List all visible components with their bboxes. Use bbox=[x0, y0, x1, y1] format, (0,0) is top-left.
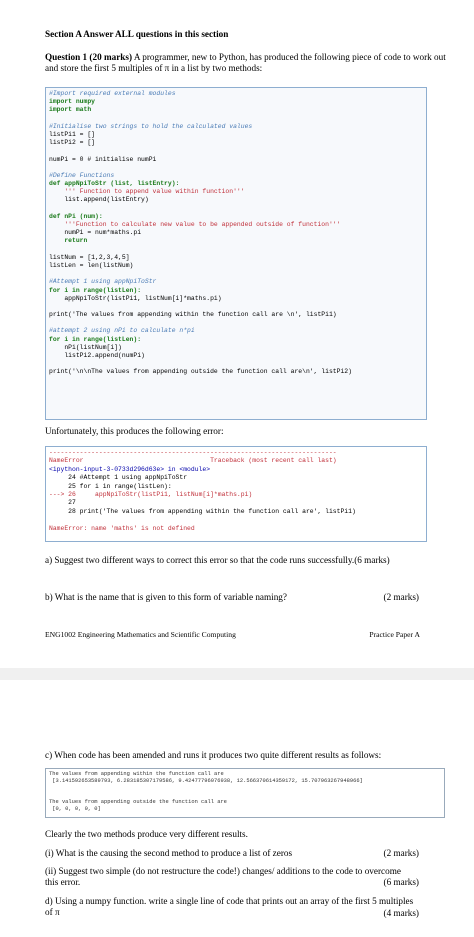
code-line: ''' Function to append value within function''' bbox=[49, 188, 245, 196]
code-line: print('\n\nThe values from appending outside the function call are\n', listPi2) bbox=[49, 368, 352, 376]
code-line: listPi1 = [] bbox=[49, 130, 96, 138]
code-line: return bbox=[49, 237, 88, 245]
code-line: listNum = [1,2,3,4,5] bbox=[49, 253, 130, 261]
code-line: #Attempt 1 using appNpiToStr bbox=[49, 278, 157, 286]
code-line: import math bbox=[49, 106, 92, 114]
output-line: [0, 0, 0, 0, 0] bbox=[49, 806, 101, 812]
code-line: listLen = len(listNum) bbox=[49, 261, 134, 269]
output-line: [3.141592653589793, 6.283185307179586, 9.42477796076938, 12.566370614359172, 15.707963267948966] bbox=[49, 778, 363, 784]
error-intro: Unfortunately, this produces the following error: bbox=[45, 426, 224, 436]
code-line: #Define Functions bbox=[49, 171, 115, 179]
code-line: numPi = num*maths.pi bbox=[49, 229, 142, 237]
output-line: The values from appending outside the function call are bbox=[49, 799, 227, 805]
code-line: def nPi (num): bbox=[49, 212, 103, 220]
code-line bbox=[49, 164, 423, 172]
error-line: 24 #Attempt 1 using appNpiToStr bbox=[49, 474, 188, 482]
code-line: nPi(listNum[i]) bbox=[49, 343, 122, 351]
error-line: 25 for i in range(listLen): bbox=[49, 482, 172, 490]
question-d: d) Using a numpy function. write a single line of code that prints out an array of the first 5 multiples of π bbox=[45, 896, 414, 917]
code-line: #attempt 2 using nPi to calculate n*pi bbox=[49, 327, 195, 335]
question-c-i: (i) What is the causing the second method to produce a list of zeros bbox=[45, 848, 293, 858]
code-line: listPi2.append(numPi) bbox=[49, 352, 145, 359]
code-line bbox=[49, 360, 423, 368]
question-1-title: Question 1 (20 marks) bbox=[45, 52, 133, 62]
code-line: #Initialise two strings to hold the calculated values bbox=[49, 122, 253, 130]
error-line: ---> 26 appNpiToStr(listPi1, listNum[i]*maths.pi) bbox=[49, 491, 253, 499]
page-break bbox=[0, 668, 474, 680]
question-c: c) When code has been amended and runs it produces two quite different results as follows: bbox=[45, 750, 382, 760]
observation-text: Clearly the two methods produce very different results. bbox=[45, 829, 248, 839]
question-1-text: A programmer, new to Python, has produced the following piece of code to work out and store the first 5 multiples of π in a list by two methods: bbox=[45, 52, 446, 73]
code-line: numPi = 0 # initialise numPi bbox=[49, 155, 157, 163]
question-1-intro bbox=[45, 52, 460, 74]
error-traceback-block bbox=[45, 446, 427, 542]
python-code-block bbox=[45, 87, 427, 420]
question-b-marks: (2 marks) bbox=[383, 592, 419, 602]
exam-page-2 bbox=[0, 680, 474, 937]
code-line bbox=[49, 303, 423, 311]
code-line: listPi2 = [] bbox=[49, 139, 96, 147]
code-line bbox=[49, 319, 423, 327]
output-line: The values from appending within the function call are bbox=[49, 771, 224, 777]
code-line: for i in range(listLen): bbox=[49, 335, 142, 343]
error-line: NameError: name 'maths' is not defined bbox=[49, 524, 195, 532]
code-line: #Import required external modules bbox=[49, 90, 176, 97]
question-c-i-marks: (2 marks) bbox=[383, 848, 419, 858]
code-line: def appNpiToStr (list, listEntry): bbox=[49, 180, 180, 188]
error-line bbox=[49, 516, 423, 524]
output-line bbox=[49, 785, 441, 792]
code-line: print('The values from appending within the function call are \n', listPi1) bbox=[49, 311, 337, 319]
error-line: --------------------------------------------------------------------------- bbox=[49, 449, 337, 456]
footer-paper: Practice Paper A bbox=[369, 630, 420, 639]
footer-course: ENG1002 Engineering Mathematics and Scientific Computing bbox=[45, 630, 236, 639]
program-output-block bbox=[45, 768, 445, 818]
question-a: a) Suggest two different ways to correct this error so that the code runs successfully.(6 marks) bbox=[45, 555, 390, 565]
error-line: 28 print('The values from appending within the function call are', listPi1) bbox=[49, 507, 356, 515]
code-line: for i in range(listLen): bbox=[49, 286, 142, 294]
error-line: <ipython-input-3-0733d296d63e> in <module> bbox=[49, 465, 211, 473]
code-line: '''Function to calculate new value to be appended outside of function''' bbox=[49, 221, 341, 228]
question-d-marks: (4 marks) bbox=[383, 908, 419, 918]
error-line: NameError Traceback (most recent call last) bbox=[49, 457, 337, 465]
code-line bbox=[49, 147, 423, 155]
question-c-ii-marks: (6 marks) bbox=[383, 877, 419, 887]
error-line: 27 bbox=[49, 499, 76, 507]
code-line bbox=[49, 246, 423, 254]
question-b: b) What is the name that is given to this form of variable naming? bbox=[45, 592, 287, 602]
section-heading: Section A Answer ALL questions in this section bbox=[45, 29, 229, 39]
question-c-ii: (ii) Suggest two simple (do not restructure the code!) changes/ additions to the code to overcome this error. bbox=[45, 866, 401, 887]
code-line bbox=[49, 115, 423, 123]
code-line: appNpiToStr(listPi1, listNum[i]*maths.pi) bbox=[49, 294, 222, 302]
code-line bbox=[49, 270, 423, 278]
code-line: import numpy bbox=[49, 98, 96, 106]
code-line bbox=[49, 205, 423, 213]
code-line: list.append(listEntry) bbox=[49, 196, 149, 204]
output-line bbox=[49, 792, 441, 799]
